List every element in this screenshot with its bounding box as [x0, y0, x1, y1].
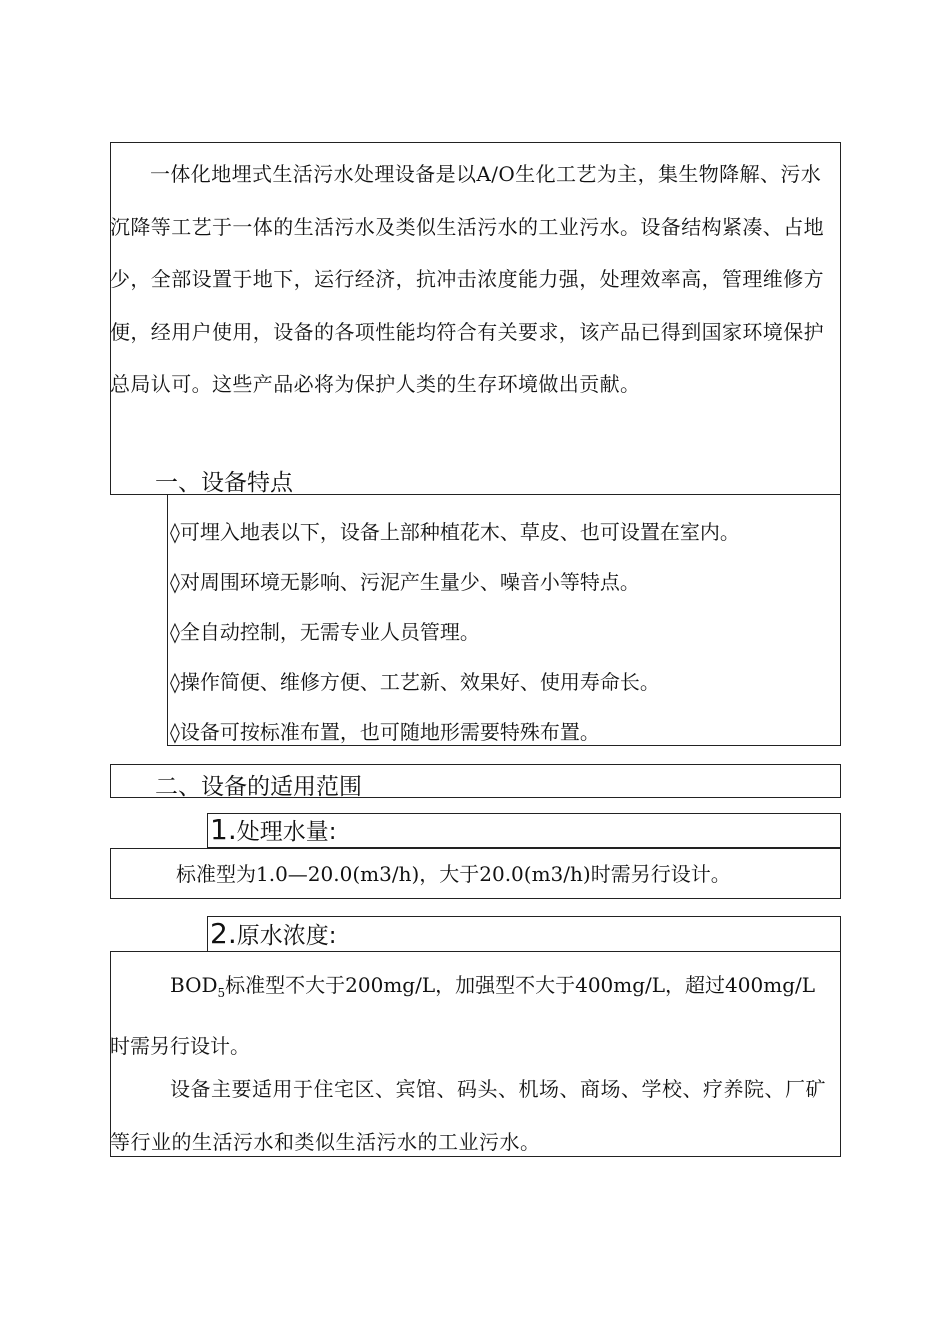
sub2-title [210, 917, 336, 950]
sub1-text: 标准型为1.0—20.0(m3/h)，大于20.0(m3/h)时需另行设计。 [176, 862, 731, 886]
section2-title: 二、设备的适用范围 [155, 774, 362, 800]
sub1-number: 1. [210, 813, 237, 846]
feature-item-2: ◊对周围环境无影响、污泥产生量少、噪音小等特点。 [170, 570, 640, 594]
bod-label: BOD [170, 973, 218, 997]
feature-item-4: ◊操作简便、维修方便、工艺新、效果好、使用寿命长。 [170, 670, 660, 694]
sub2-text: 标准型不大于200mg/L，加强型不大于400mg/L，超过400mg/L时需另行设计。 [110, 973, 816, 1058]
sub1-title [210, 813, 336, 846]
divider-tick-left [110, 444, 111, 460]
feature-item-1: ◊可埋入地表以下，设备上部种植花木、草皮、也可设置在室内。 [170, 520, 740, 544]
sub2-number: 2. [210, 917, 237, 950]
intro-paragraph: 一体化地埋式生活污水处理设备是以A/O生化工艺为主，集生物降解、污水沉降等工艺于一体的生活污水及类似生活污水的工业污水。设备结构紧凑、占地少，全部设置于地下，运行经济，抗冲击浓度能力强，处理效率高，管理维修方便，经用户使用，设备的各项性能均符合有关要求，该产品已得到国家环境保护总局认可。这些产品必将为保护人类的生存环境做出贡献。 [110, 162, 824, 396]
feature-item-5: ◊设备可按标准布置，也可随地形需要特殊布置。 [170, 720, 600, 744]
bod-subscript: 5 [217, 986, 226, 1000]
sub2-paragraph-1 [110, 959, 830, 1072]
section1-title: 一、设备特点 [155, 470, 293, 496]
divider-tick-right [840, 444, 841, 460]
sub2-label: 原水浓度: [236, 923, 337, 949]
sub1-label: 处理水量: [236, 819, 337, 845]
feature-item-3: ◊全自动控制，无需专业人员管理。 [170, 620, 480, 644]
sub2-paragraph-2: 设备主要适用于住宅区、宾馆、码头、机场、商场、学校、疗养院、厂矿等行业的生活污水和类似生活污水的工业污水。 [110, 1077, 826, 1154]
